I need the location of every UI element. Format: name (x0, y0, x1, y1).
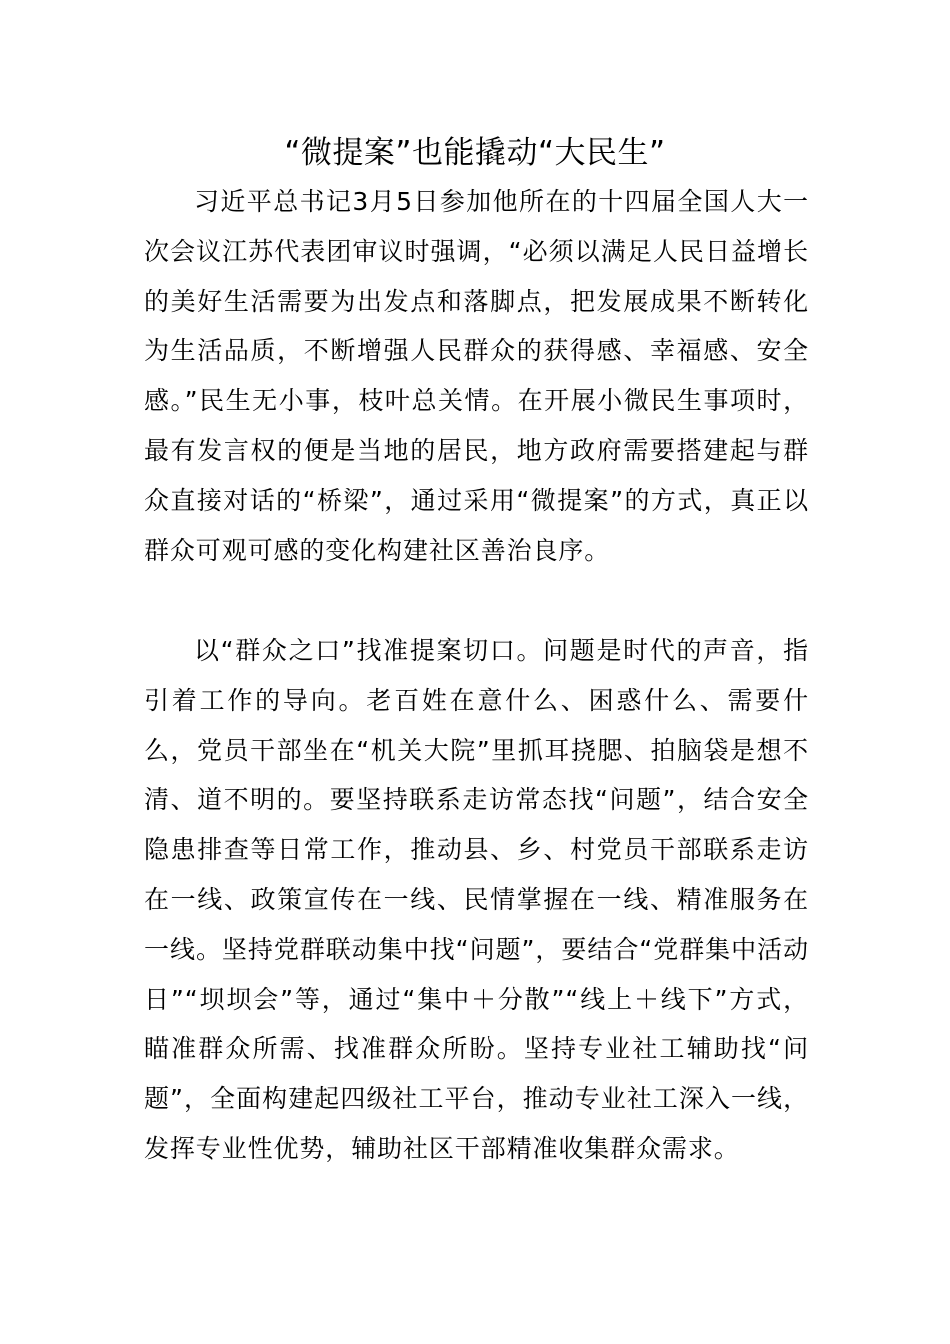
paragraph-section-one: 以“群众之口”找准提案切口。问题是时代的声音，指引着工作的导向。老百姓在意什么、困惑什么、需要什么，党员干部坐在“机关大院”里抓耳挠腮、拍脑袋是想不清、道不明的。要坚持联系走访常态找“问题”，结合安全隐患排查等日常工作，推动县、乡、村党员干部联系走访在一线、政策宣传在一线、民情掌握在一线、精准服务在一线。坚持党群联动集中找“问题”，要结合“党群集中活动日”“坝坝会”等，通过“集中＋分散”“线上＋线下”方式，瞄准群众所需、找准群众所盼。坚持专业社工辅助找“问题”，全面构建起四级社工平台，推动专业社工深入一线，发挥专业性优势，辅助社区干部精准收集群众需求。 (144, 636, 809, 1163)
paragraph-intro: 习近平总书记3月5日参加他所在的十四届全国人大一次会议江苏代表团审议时强调，“必须以满足人民日益增长的美好生活需要为出发点和落脚点，把发展成果不断转化为生活品质，不断增强人民群众的获得感、幸福感、安全感。”民生无小事，枝叶总关情。在开展小微民生事项时，最有发言权的便是当地的居民，地方政府需要搭建起与群众直接对话的“桥梁”，通过采用“微提案”的方式，真正以群众可观可感的变化构建社区善治良序。 (144, 187, 809, 565)
document-title: “微提案”也能撬动“大民生” (284, 135, 666, 171)
